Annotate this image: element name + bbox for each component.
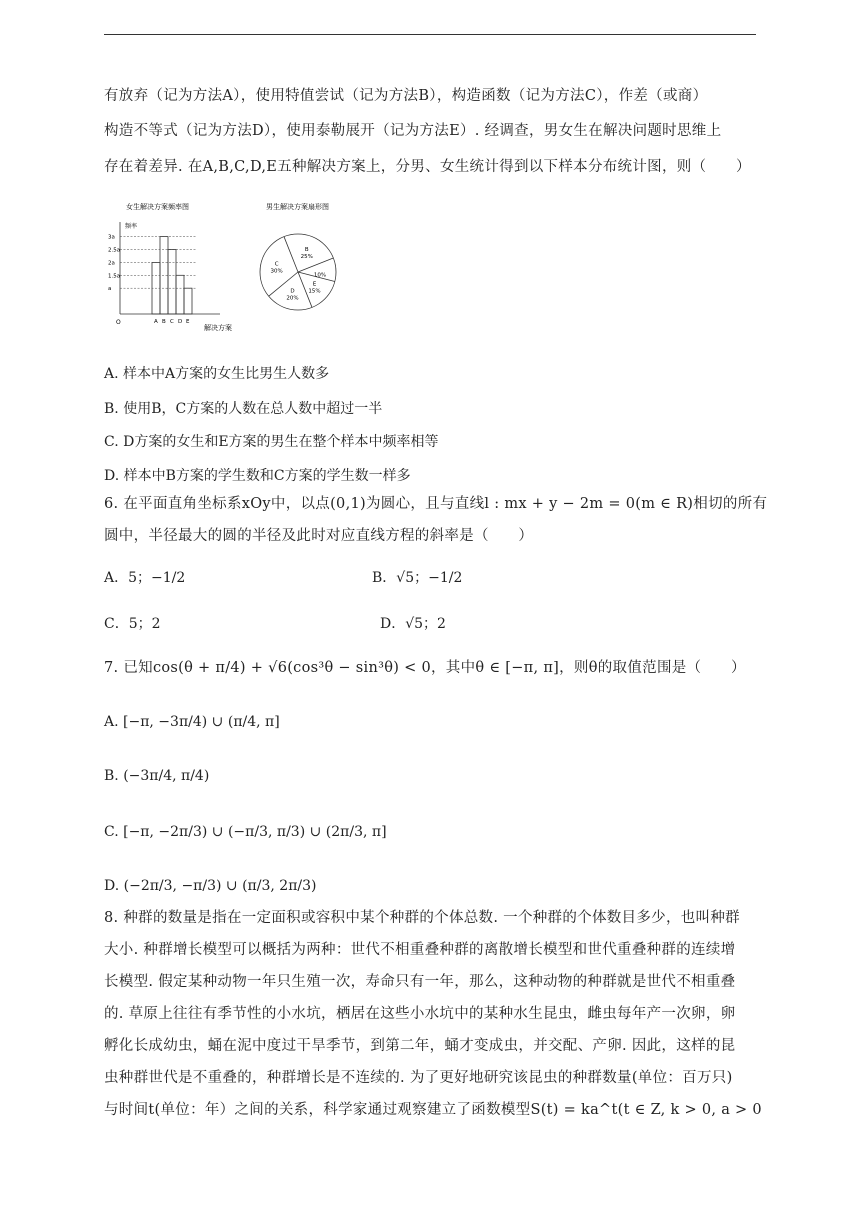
q8-line-7: 与时间t(单位：年）之间的关系，科学家通过观察建立了函数模型S(t) = ka^t(t ∈ Z, k > 0, a > 0: [104, 1102, 762, 1118]
q7-option-d[interactable]: D. (−2π/3, −π/3) ∪ (π/3, 2π/3): [104, 878, 317, 894]
q6-line-1: 6. 在平面直角坐标系xOy中，以点(0,1)为圆心，且与直线l : mx + y − 2m = 0(m ∈ R)相切的所有: [104, 496, 768, 512]
q6-option-d[interactable]: D．√5；2: [380, 616, 446, 632]
bar-tick-C: C: [170, 319, 174, 325]
q5-option-b[interactable]: B. 使用B，C方案的人数在总人数中超过一半: [104, 401, 383, 417]
pie-chart-title: 男生解决方案扇形图: [266, 203, 329, 211]
q6-option-a[interactable]: A．5；−1/2: [104, 570, 186, 586]
pie-pct-2: 15%: [308, 288, 321, 295]
pie-pct-1: 10%: [313, 272, 327, 279]
pie-divider-1: [298, 258, 333, 272]
pie-label-3: D: [290, 288, 295, 295]
q6-line-2: 圆中，半径最大的圆的半径及此时对应直线方程的斜率是（ ）: [104, 528, 534, 544]
pie-label-2: E: [312, 281, 317, 288]
bar-ytick-4: a: [108, 286, 112, 293]
pie-label-4: C: [274, 261, 279, 268]
q5-option-a[interactable]: A. 样本中A方案的女生比男生人数多: [104, 366, 330, 382]
q6-option-b[interactable]: B．√5；−1/2: [372, 570, 463, 586]
charts-svg: [108, 198, 358, 338]
bar-C: [168, 250, 176, 315]
q8-line-4: 的. 草原上往往有季节性的小水坑，栖居在这些小水坑中的某种水生昆虫，雌虫每年产一次卵，卵: [104, 1006, 736, 1022]
pie-divider-0: [284, 237, 298, 272]
bar-chart-ylabel: 频率: [125, 223, 138, 230]
bar-D: [176, 275, 184, 314]
bar-ytick-3: 1.5a: [108, 273, 121, 280]
q5-option-d[interactable]: D. 样本中B方案的学生数和C方案的学生数一样多: [104, 468, 411, 484]
header-rule: [104, 34, 756, 35]
q5-option-c[interactable]: C. D方案的女生和E方案的男生在整个样本中频率相等: [104, 434, 439, 450]
q7-option-a[interactable]: A. [−π, −3π/4) ∪ (π/4, π]: [104, 714, 280, 730]
bar-E: [184, 288, 192, 314]
q6-option-c[interactable]: C．5；2: [104, 616, 161, 632]
bar-chart-title: 女生解决方案频率图: [126, 203, 189, 211]
pie-pct-3: 20%: [286, 295, 299, 302]
female-bar-chart: [108, 202, 232, 332]
bar-chart-origin: O: [116, 319, 121, 326]
pie-pct-0: 25%: [300, 253, 313, 260]
pie-pct-4: 30%: [270, 268, 283, 275]
intro-line-1: 有放弃（记为方法A），使用特值尝试（记为方法B），构造函数（记为方法C），作差（或商）: [104, 88, 708, 104]
bar-tick-E: E: [186, 319, 190, 325]
q8-line-1: 8. 种群的数量是指在一定面积或容积中某个种群的个体总数. 一个种群的个体数目多少，也叫种群: [104, 910, 740, 926]
bar-tick-D: D: [178, 319, 183, 325]
bar-ytick-0: 3a: [108, 234, 115, 241]
q7-option-c[interactable]: C. [−π, −2π/3) ∪ (−π/3, π/3) ∪ (2π/3, π]: [104, 824, 387, 840]
q8-line-5: 孵化长成幼虫，蛹在泥中度过干旱季节，到第二年，蛹才变成虫，并交配、产卵. 因此，这样的昆: [104, 1038, 736, 1054]
bar-tick-A: A: [154, 319, 158, 325]
q7-stem: 7. 已知cos(θ + π/4) + √6(cos³θ − sin³θ) < 0，其中θ ∈ [−π, π]，则θ的取值范围是（ ）: [104, 660, 746, 676]
intro-line-3: 存在着差异. 在A,B,C,D,E五种解决方案上，分男、女生统计得到以下样本分布统计图，则（ ）: [104, 159, 751, 175]
intro-line-2: 构造不等式（记为方法D），使用泰勒展开（记为方法E）. 经调查，男女生在解决问题时思维上: [104, 123, 722, 139]
bar-chart-xlabel: 解决方案: [204, 324, 232, 332]
male-pie-chart: [260, 202, 336, 310]
bar-ytick-1: 2.5a: [108, 247, 121, 254]
q8-line-2: 大小. 种群增长模型可以概括为两种：世代不相重叠种群的离散增长模型和世代重叠种群的连续增: [104, 942, 736, 958]
bar-tick-B: B: [162, 319, 166, 325]
q8-line-3: 长模型. 假定某种动物一年只生殖一次，寿命只有一年，那么，这种动物的种群就是世代不相重叠: [104, 974, 736, 990]
pie-label-0: B: [304, 246, 309, 253]
q7-option-b[interactable]: B. (−3π/4, π/4): [104, 768, 210, 784]
q5-figure: [108, 198, 358, 342]
q8-line-6: 虫种群世代是不重叠的，种群增长是不连续的. 为了更好地研究该昆虫的种群数量(单位：百万只): [104, 1070, 733, 1086]
bar-ytick-2: 2a: [108, 260, 115, 267]
